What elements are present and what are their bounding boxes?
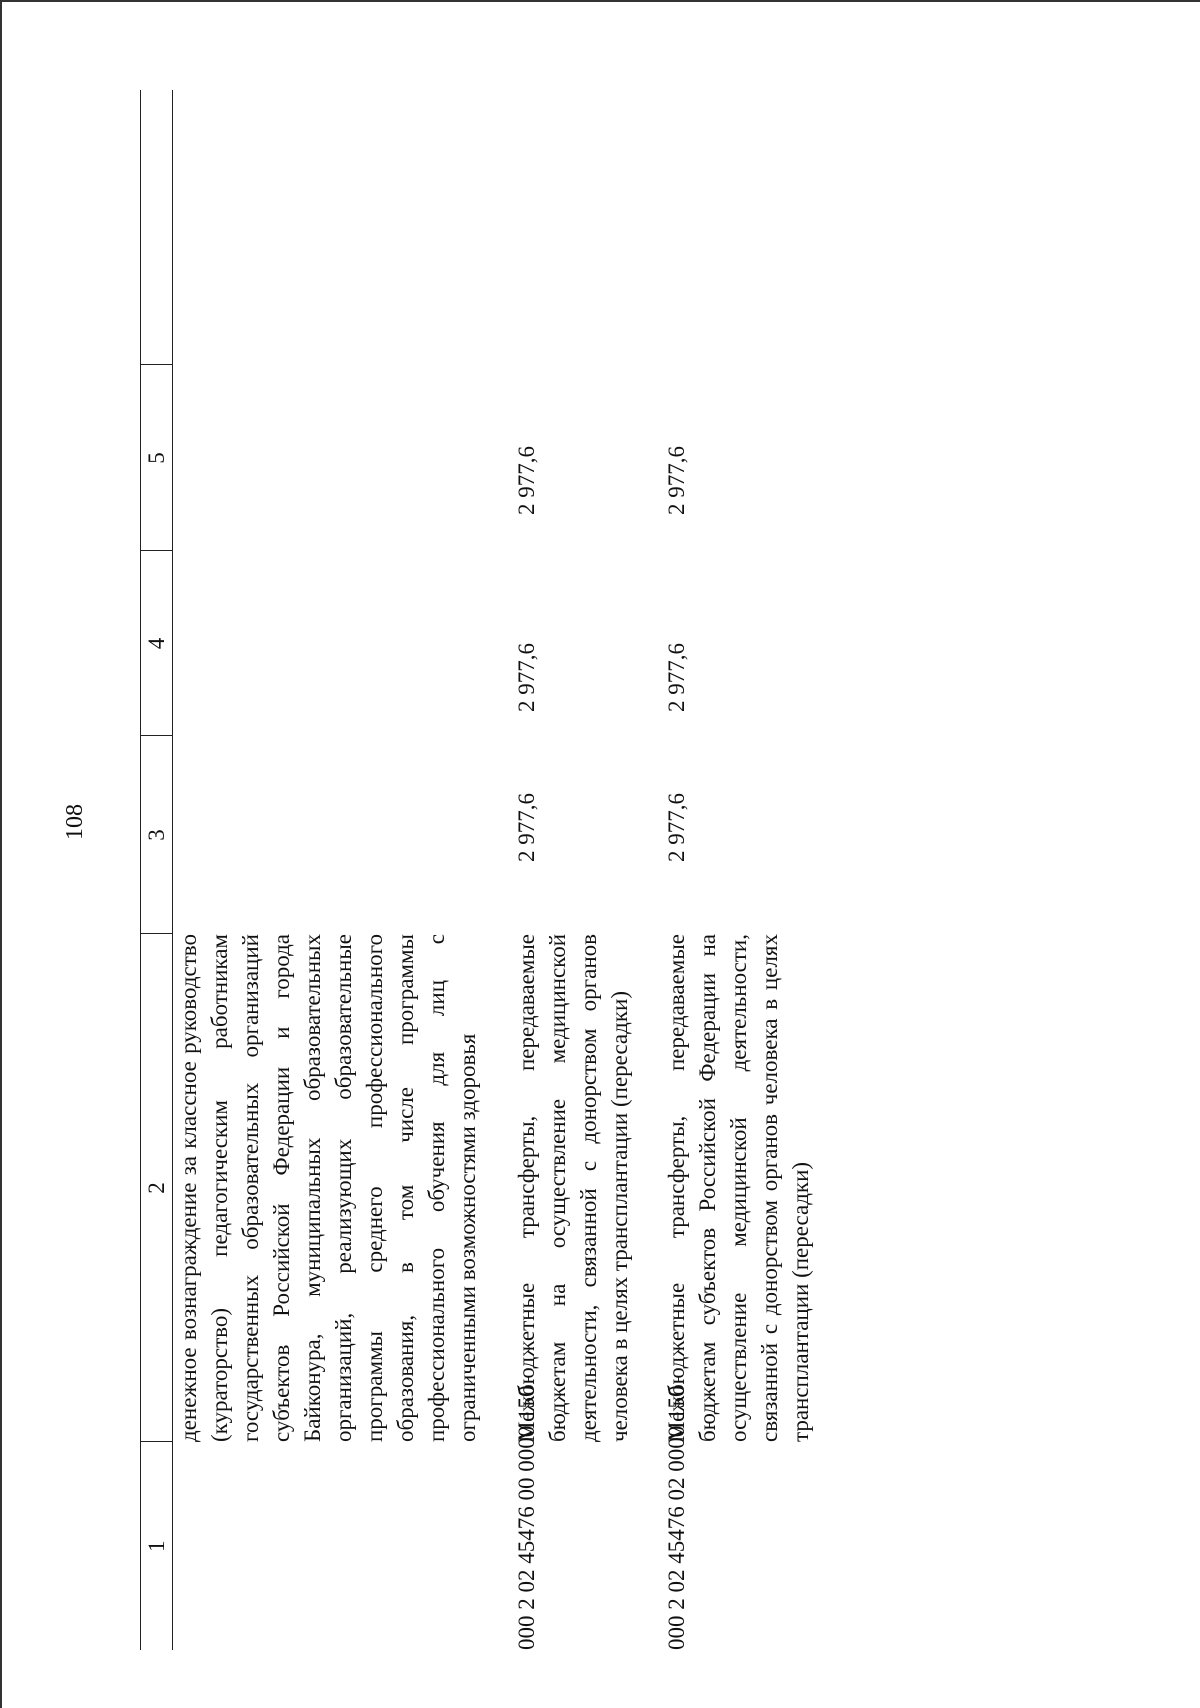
table-header-row [141, 90, 173, 1650]
row-name [483, 934, 635, 1442]
row-code [173, 1442, 484, 1650]
row-value-col5: 2 977,6 [514, 446, 539, 515]
row-value-col4: 2 977,6 [664, 643, 689, 712]
header-col-2: 2 [141, 934, 173, 1442]
row-value-col5: 2 977,6 [664, 446, 689, 515]
row-value-col4 [173, 551, 484, 736]
table-row [483, 90, 635, 1650]
row-value-col3: 2 977,6 [514, 793, 539, 862]
scan-edge-left [0, 0, 2, 1708]
row-name [635, 934, 816, 1442]
header-col-1: 1 [141, 1442, 173, 1650]
row-name-text: Межбюджетные трансферты, передаваемые бюджетам субъектов Российской Федерации на осуществление медицинской деятельности, связанной с донорством органов человека в целях трансплантации (пересадки) [664, 934, 813, 1442]
header-col-5: 5 [141, 365, 172, 551]
page-number: 108 [62, 804, 88, 840]
row-code: 000 2 02 45476 02 0000 150 [664, 1385, 689, 1650]
scan-edge-top [0, 0, 1200, 2]
table-row [635, 90, 816, 1650]
header-col-3: 3 [141, 736, 173, 934]
row-name [173, 934, 484, 1442]
rotated-page-content [140, 90, 1040, 1650]
row-name-text: денежное вознаграждение за классное руководство (кураторство) педагогическим работникам государственных образовательных организаций субъектов Российской Федерации и города Байконура, муниципальных образовательных организаций, реализующих образовательные программы среднего профессионального образования, в том числе программы профессионального обучения для лиц с ограниченными возможностями здоровья [176, 934, 480, 1442]
row-value-col3: 2 977,6 [664, 793, 689, 862]
row-code: 000 2 02 45476 00 0000 150 [514, 1385, 539, 1650]
header-col-4: 4 [141, 551, 173, 736]
row-value-col4: 2 977,6 [514, 643, 539, 712]
budget-table [140, 90, 816, 1650]
header-col-5-cell [141, 90, 173, 551]
row-value-col3 [173, 736, 484, 934]
table-row [173, 90, 484, 1650]
row-value-col5 [173, 90, 484, 551]
row-name-text: Межбюджетные трансферты, передаваемые бюджетам на осуществление медицинской деятельности, связанной с донорством органов человека в целях трансплантации (пересадки) [514, 934, 632, 1442]
